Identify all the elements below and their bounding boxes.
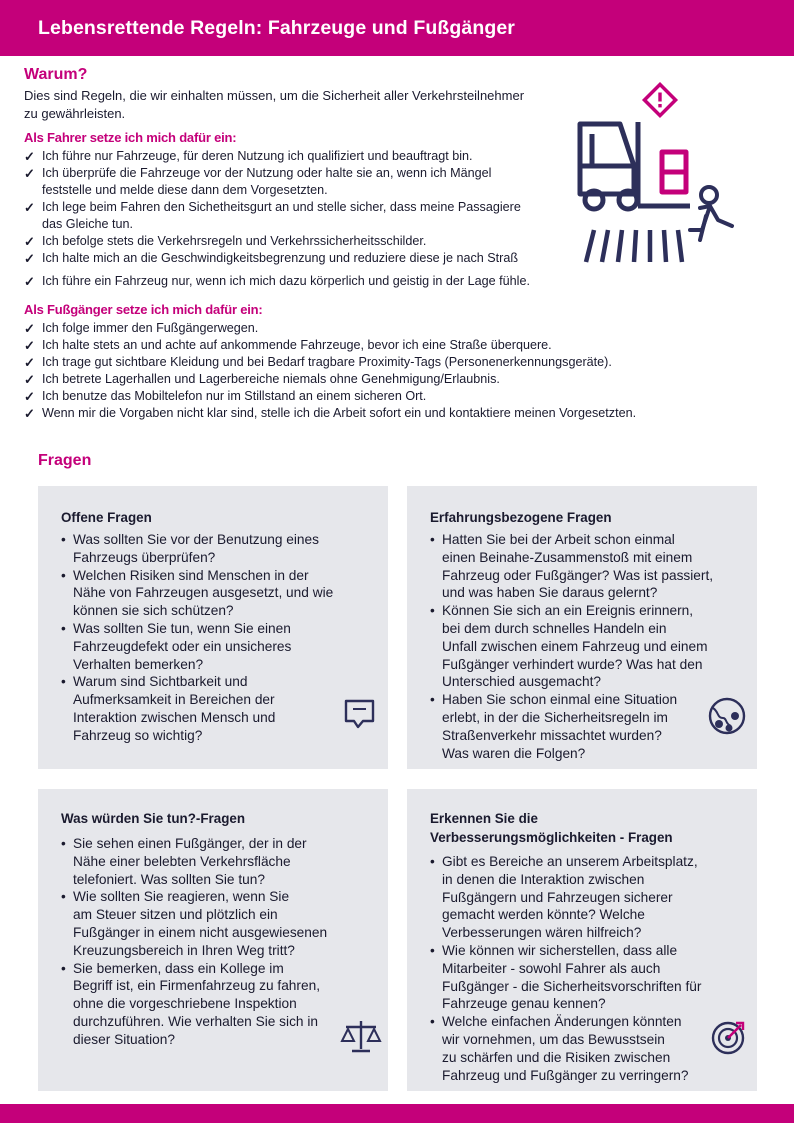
- text-line: Ich halte stets an und achte auf ankommende Fahrzeuge, bevor ich eine Straße überquere.: [42, 338, 552, 352]
- question-item: [430, 1013, 750, 1084]
- driver-heading: Als Fahrer setze ich mich dafür ein:: [24, 130, 237, 145]
- why-text: [24, 87, 564, 123]
- text-line: • Sie sehen einen Fußgänger, der in der: [73, 836, 307, 851]
- pedestrian-heading: Als Fußgänger setze ich mich dafür ein:: [24, 302, 263, 317]
- checklist-item: [24, 354, 784, 371]
- text-line: • Warum sind Sichtbarkeit und: [73, 674, 248, 690]
- question-item: [61, 567, 381, 620]
- card-title: [430, 508, 612, 527]
- text-line: Ich lege beim Fahren den Sichetheitsgurt an und stelle sicher, dass meine Passagiere: [42, 200, 521, 214]
- checkmark-icon: ✓: [24, 321, 35, 336]
- text-line: Mitarbeiter - sowohl Fahrer als auch: [442, 960, 661, 976]
- text-line: Ich folge immer den Fußgängerwegen.: [42, 321, 259, 335]
- text-line: einen Beinahe-Zusammenstoß mit einem: [442, 549, 693, 565]
- text-line: Erkennen Sie die: [430, 811, 538, 826]
- text-line: Fahrzeug so wichtig?: [73, 727, 203, 743]
- text-line: • Können Sie sich an ein Ereignis erinnern,: [442, 603, 694, 619]
- text-line: Ich befolge stets die Verkehrsregeln und Verkehrssicherheitsschilder.: [42, 234, 427, 248]
- text-line: Ich überprüfe die Fahrzeuge vor der Nutzung oder halte sie an, wenn ich Mängel: [42, 166, 492, 180]
- checklist-item: [24, 320, 784, 337]
- text-line: Ich betrete Lagerhallen und Lagerbereiche niemals ohne Genehmigung/Erlaubnis.: [42, 372, 500, 386]
- question-card: [407, 486, 757, 769]
- text-line: Verhalten bemerken?: [73, 656, 204, 672]
- why-text-line: zu gewährleisten.: [24, 106, 126, 121]
- checkmark-icon: ✓: [24, 149, 35, 164]
- globe-people-icon: [705, 694, 749, 738]
- card-question-list: [430, 853, 750, 1084]
- question-item: [61, 673, 381, 744]
- question-card: [407, 789, 757, 1091]
- text-line: • Haben Sie schon einmal eine Situation: [442, 692, 678, 708]
- card-title: [61, 809, 245, 828]
- text-line: dieser Situation?: [73, 1031, 175, 1047]
- checkmark-icon: ✓: [24, 355, 35, 370]
- forklift-icon: [580, 122, 690, 209]
- checklist-item: [24, 388, 784, 405]
- text-line: gemacht werden könnte? Welche: [442, 907, 645, 923]
- question-item: [430, 602, 750, 691]
- checklist-item: [24, 233, 569, 250]
- text-line: Verbesserungen wären hilfreich?: [442, 925, 642, 941]
- why-heading: Warum?: [24, 66, 88, 83]
- text-line: Erfahrungsbezogene Fragen: [430, 510, 612, 525]
- text-line: • Hatten Sie bei der Arbeit schon einmal: [442, 532, 675, 547]
- text-line: Fahrzeugdefekt oder ein unsicheres: [73, 638, 292, 654]
- text-line: Straßenverkehr missachtet wurden?: [442, 727, 662, 743]
- text-line: erlebt, in der die Sicherheitsregeln im: [442, 709, 668, 725]
- text-line: Aufmerksamkeit in Bereichen der: [73, 692, 275, 708]
- text-line: Ich benutze das Mobiltelefon nur im Stillstand an einem sicheren Ort.: [42, 389, 427, 403]
- text-line: Was würden Sie tun?-Fragen: [61, 811, 246, 826]
- text-line: Fußgänger - die Sicherheitsvorschriften für: [442, 978, 702, 994]
- text-line: • Welchen Risiken sind Menschen in der: [73, 567, 309, 583]
- text-line: in denen die Interaktion zwischen: [442, 871, 645, 887]
- question-item: [61, 960, 381, 1049]
- checklist-item: [24, 199, 569, 233]
- question-item: [61, 888, 381, 959]
- question-item: [61, 531, 381, 567]
- text-line: • Sie bemerken, dass ein Kollege im: [73, 960, 284, 976]
- text-line: Was waren die Folgen?: [442, 745, 586, 761]
- text-line: Nähe von Fahrzeugen ausgesetzt, und wie: [73, 585, 334, 601]
- text-line: und was haben Sie daraus gelernt?: [442, 585, 658, 601]
- checkmark-icon: ✓: [24, 406, 35, 421]
- text-line: Kreuzungsbereich in Ihren Weg tritt?: [73, 942, 295, 958]
- text-line: Fußgängern und Fahrzeugen sicherer: [442, 889, 673, 905]
- checklist-item: [24, 250, 569, 267]
- text-line: Fahrzeug und Fußgänger zu verringern?: [442, 1067, 689, 1083]
- text-line: durchzuführen. Wie verhalten Sie sich in: [73, 1013, 318, 1029]
- questions-heading: Fragen: [38, 452, 92, 469]
- question-item: [61, 835, 381, 888]
- checklist-item: [24, 371, 784, 388]
- text-line: Unfall zwischen einem Fahrzeug und einem: [442, 638, 708, 654]
- text-line: • Gibt es Bereiche an unserem Arbeitsplatz,: [442, 854, 698, 869]
- text-line: Unterschied ausgemacht?: [442, 674, 602, 690]
- checklist-item: [24, 165, 569, 199]
- text-line: ohne die vorgeschriebene Inspektion: [73, 996, 297, 1012]
- text-line: Verbesserungsmöglichkeiten - Fragen: [430, 830, 673, 845]
- target-icon: [708, 1017, 748, 1057]
- checkmark-icon: ✓: [24, 251, 35, 266]
- text-line: das Gleiche tun.: [42, 217, 134, 231]
- checkmark-icon: ✓: [24, 234, 35, 249]
- footer-bar: [0, 1104, 794, 1123]
- checkmark-icon: ✓: [24, 389, 35, 404]
- text-line: am Steuer sitzen und plötzlich ein: [73, 907, 278, 923]
- text-line: Fahrzeuge genau kennen?: [442, 996, 606, 1012]
- text-line: • Wie sollten Sie reagieren, wenn Sie: [73, 889, 290, 905]
- checkmark-icon: ✓: [24, 200, 35, 215]
- warning-diamond-icon: [644, 84, 675, 115]
- question-item: [430, 853, 750, 942]
- checkmark-icon: ✓: [24, 166, 35, 181]
- running-person-icon: [690, 187, 732, 240]
- text-line: • Was sollten Sie vor der Benutzung eines: [73, 532, 320, 547]
- text-line: • Welche einfachen Änderungen könnten: [442, 1014, 682, 1030]
- text-line: wir vornehmen, um das Bewusstsein: [442, 1031, 665, 1047]
- card-question-list: [430, 531, 750, 762]
- text-line: Ich führe nur Fahrzeuge, für deren Nutzung ich qualifiziert und beauftragt bin.: [42, 149, 473, 163]
- text-line: Fahrzeugs überprüfen?: [73, 549, 216, 565]
- question-item: [430, 691, 750, 762]
- question-item: [430, 531, 750, 602]
- header-bar: [0, 0, 794, 56]
- text-line: Begriff ist, ein Firmenfahrzeug zu fahren,: [73, 978, 321, 994]
- checklist-item: [24, 273, 569, 290]
- checklist-item: [24, 405, 784, 422]
- pedestrian-checklist: [24, 320, 784, 422]
- driver-checklist: [24, 148, 569, 290]
- text-line: Interaktion zwischen Mensch und: [73, 709, 276, 725]
- text-line: Fahrzeug oder Fußgänger? Was ist passiert,: [442, 567, 714, 583]
- page-title: Lebensrettende Regeln: Fahrzeuge und Fußgänger: [38, 17, 515, 39]
- checklist-item: [24, 337, 784, 354]
- checkmark-icon: ✓: [24, 274, 35, 289]
- checklist-item: [24, 148, 569, 165]
- text-line: • Wie können wir sicherstellen, dass alle: [442, 942, 678, 958]
- question-item: [430, 942, 750, 1013]
- question-item: [61, 620, 381, 673]
- text-line: Ich führe ein Fahrzeug nur, wenn ich mich dazu körperlich und geistig in der Lage fühle.: [42, 274, 530, 288]
- text-line: • Was sollten Sie tun, wenn Sie einen: [73, 620, 291, 636]
- text-line: Wenn mir die Vorgaben nicht klar sind, stelle ich die Arbeit sofort ein und kontaktiere meinen Vorgesetzten.: [42, 406, 637, 420]
- crosswalk-icon: [586, 230, 682, 262]
- checkmark-icon: ✓: [24, 338, 35, 353]
- question-card: [38, 486, 388, 769]
- text-line: Offene Fragen: [61, 510, 152, 525]
- text-line: zu schärfen und die Risiken zwischen: [442, 1049, 671, 1065]
- card-title: [430, 809, 673, 847]
- text-line: Fußgänger verhindert wurde? Was hat den: [442, 656, 703, 672]
- card-title: [61, 508, 152, 527]
- speech-bubble-icon: [341, 697, 379, 733]
- text-line: Ich trage gut sichtbare Kleidung und bei Bedarf tragbare Proximity-Tags (Personenerkennungsgeräte).: [42, 355, 612, 369]
- checkmark-icon: ✓: [24, 372, 35, 387]
- text-line: Fußgänger in einem nicht ausgewiesenen: [73, 924, 328, 940]
- text-line: Nähe einer belebten Verkehrsfläche: [73, 853, 291, 869]
- hero-illustration: [572, 82, 752, 272]
- text-line: Ich halte mich an die Geschwindigkeitsbegrenzung und reduziere diese je nach Straß: [42, 251, 519, 265]
- card-question-list: [61, 835, 381, 1049]
- text-line: können sie sich schützen?: [73, 603, 234, 619]
- question-card: [38, 789, 388, 1091]
- scales-icon: [340, 1017, 382, 1055]
- card-question-list: [61, 531, 381, 745]
- text-line: feststelle und melde diese dann dem Vorgesetzten.: [42, 183, 328, 197]
- text-line: bei dem durch schnelles Handeln ein: [442, 620, 667, 636]
- text-line: telefoniert. Was sollten Sie tun?: [73, 871, 265, 887]
- why-text-line: Dies sind Regeln, die wir einhalten müssen, um die Sicherheit aller Verkehrsteilnehmer: [24, 88, 525, 103]
